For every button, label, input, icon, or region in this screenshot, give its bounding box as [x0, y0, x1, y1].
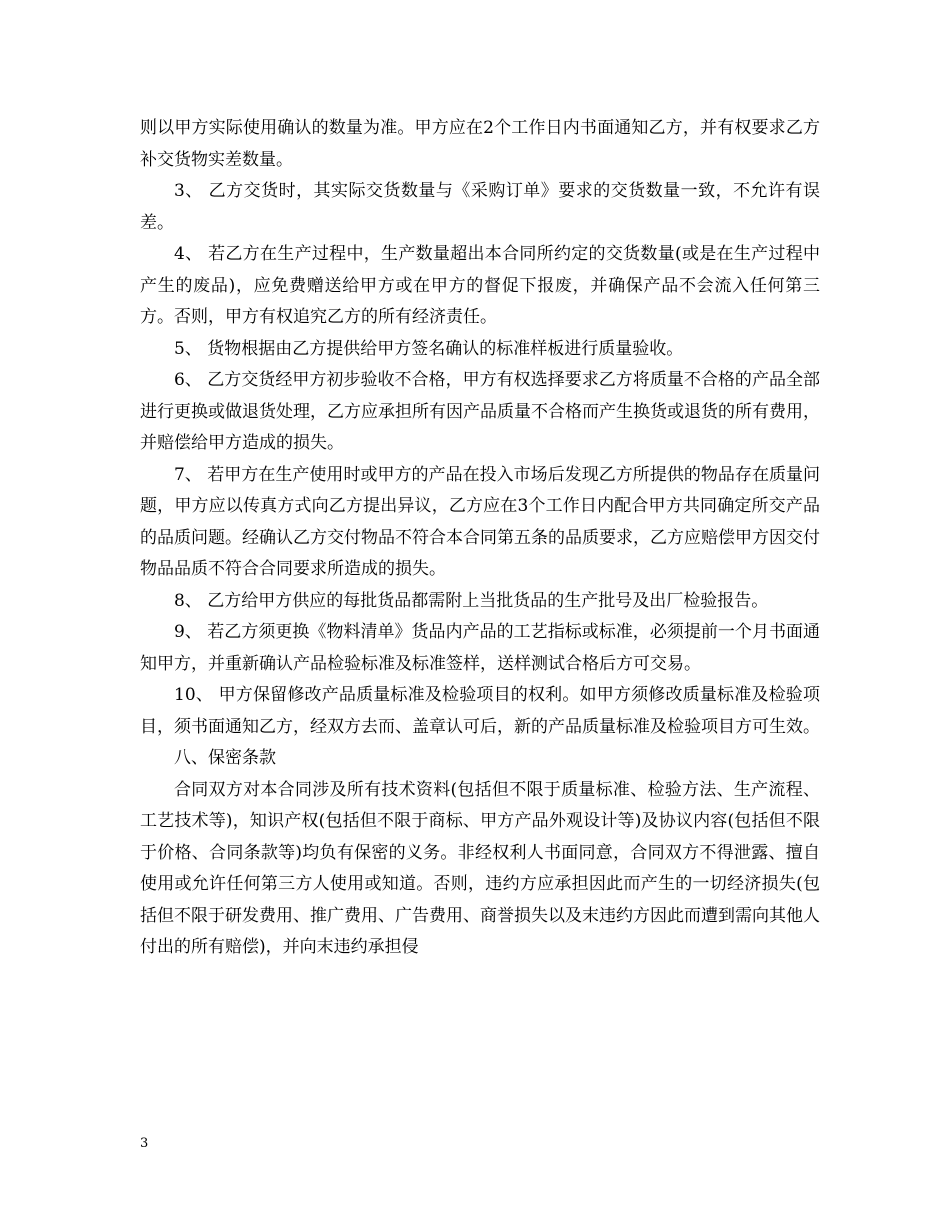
paragraph-item-8: 8、 乙方给甲方供应的每批货品都需附上当批货品的生产批号及出厂检验报告。 — [174, 590, 769, 611]
paragraph-item-6: 6、 乙方交货经甲方初步验收不合格，甲方有权选择要求乙方将质量不合格的产品全部进行更换或做退货处理，乙方应承担所有因产品质量不合格而产生换货或退货的所有费用，并赔偿给甲方造成的损失。 — [140, 370, 820, 453]
paragraph-item-7: 7、 若甲方在生产使用时或甲方的产品在投入市场后发现乙方所提供的物品存在质量问题，甲方应以传真方式向乙方提出异议，乙方应在3个工作日内配合甲方共同确定所交产品的品质问题。经确认乙方交付物品不符合本合同第五条的品质要求，乙方应赔偿甲方因交付物品品质不符合合同要求所造成的损失。 — [140, 464, 820, 579]
paragraph-item-4: 4、 若乙方在生产过程中，生产数量超出本合同所约定的交货数量(或是在生产过程中产生的废品)，应免费赠送给甲方或在甲方的督促下报废，并确保产品不会流入任何第三方。否则，甲方有权追究乙方的所有经济责任。 — [140, 244, 820, 327]
document-body — [140, 113, 820, 964]
paragraph-continuation: 则以甲方实际使用确认的数量为准。甲方应在2个工作日内书面通知乙方，并有权要求乙方补交货物实差数量。 — [140, 118, 820, 170]
section-heading-confidentiality: 八、保密条款 — [174, 748, 276, 768]
paragraph-item-9: 9、 若乙方须更换《物料清单》货品内产品的工艺指标或标准，必须提前一个月书面通知甲方，并重新确认产品检验标准及标准签样，送样测试合格后方可交易。 — [140, 622, 820, 674]
page-number: 3 — [140, 1136, 149, 1151]
paragraph-confidentiality: 合同双方对本合同涉及所有技术资料(包括但不限于质量标准、检验方法、生产流程、工艺技术等)，知识产权(包括但不限于商标、甲方产品外观设计等)及协议内容(包括但不限于价格、合同条款等)均负有保密的义务。非经权利人书面同意，合同双方不得泄露、擅自使用或允许任何第三方人使用或知道。否则，违约方应承担因此而产生的一切经济损失(包括但不限于研发费用、推广费用、广告费用、商誉损失以及末违约方因此而遭到需向其他人付出的所有赔偿)，并向末违约承担侵 — [140, 779, 820, 957]
paragraph-item-5: 5、 货物根据由乙方提供给甲方签名确认的标准样板进行质量验收。 — [174, 338, 684, 359]
paragraph-item-3: 3、 乙方交货时，其实际交货数量与《采购订单》要求的交货数量一致，不允许有误差。 — [140, 181, 820, 233]
paragraph-item-10: 10、 甲方保留修改产品质量标准及检验项目的权利。如甲方须修改质量标准及检验项目，须书面通知乙方，经双方去而、盖章认可后，新的产品质量标准及检验项目方可生效。 — [140, 685, 820, 737]
